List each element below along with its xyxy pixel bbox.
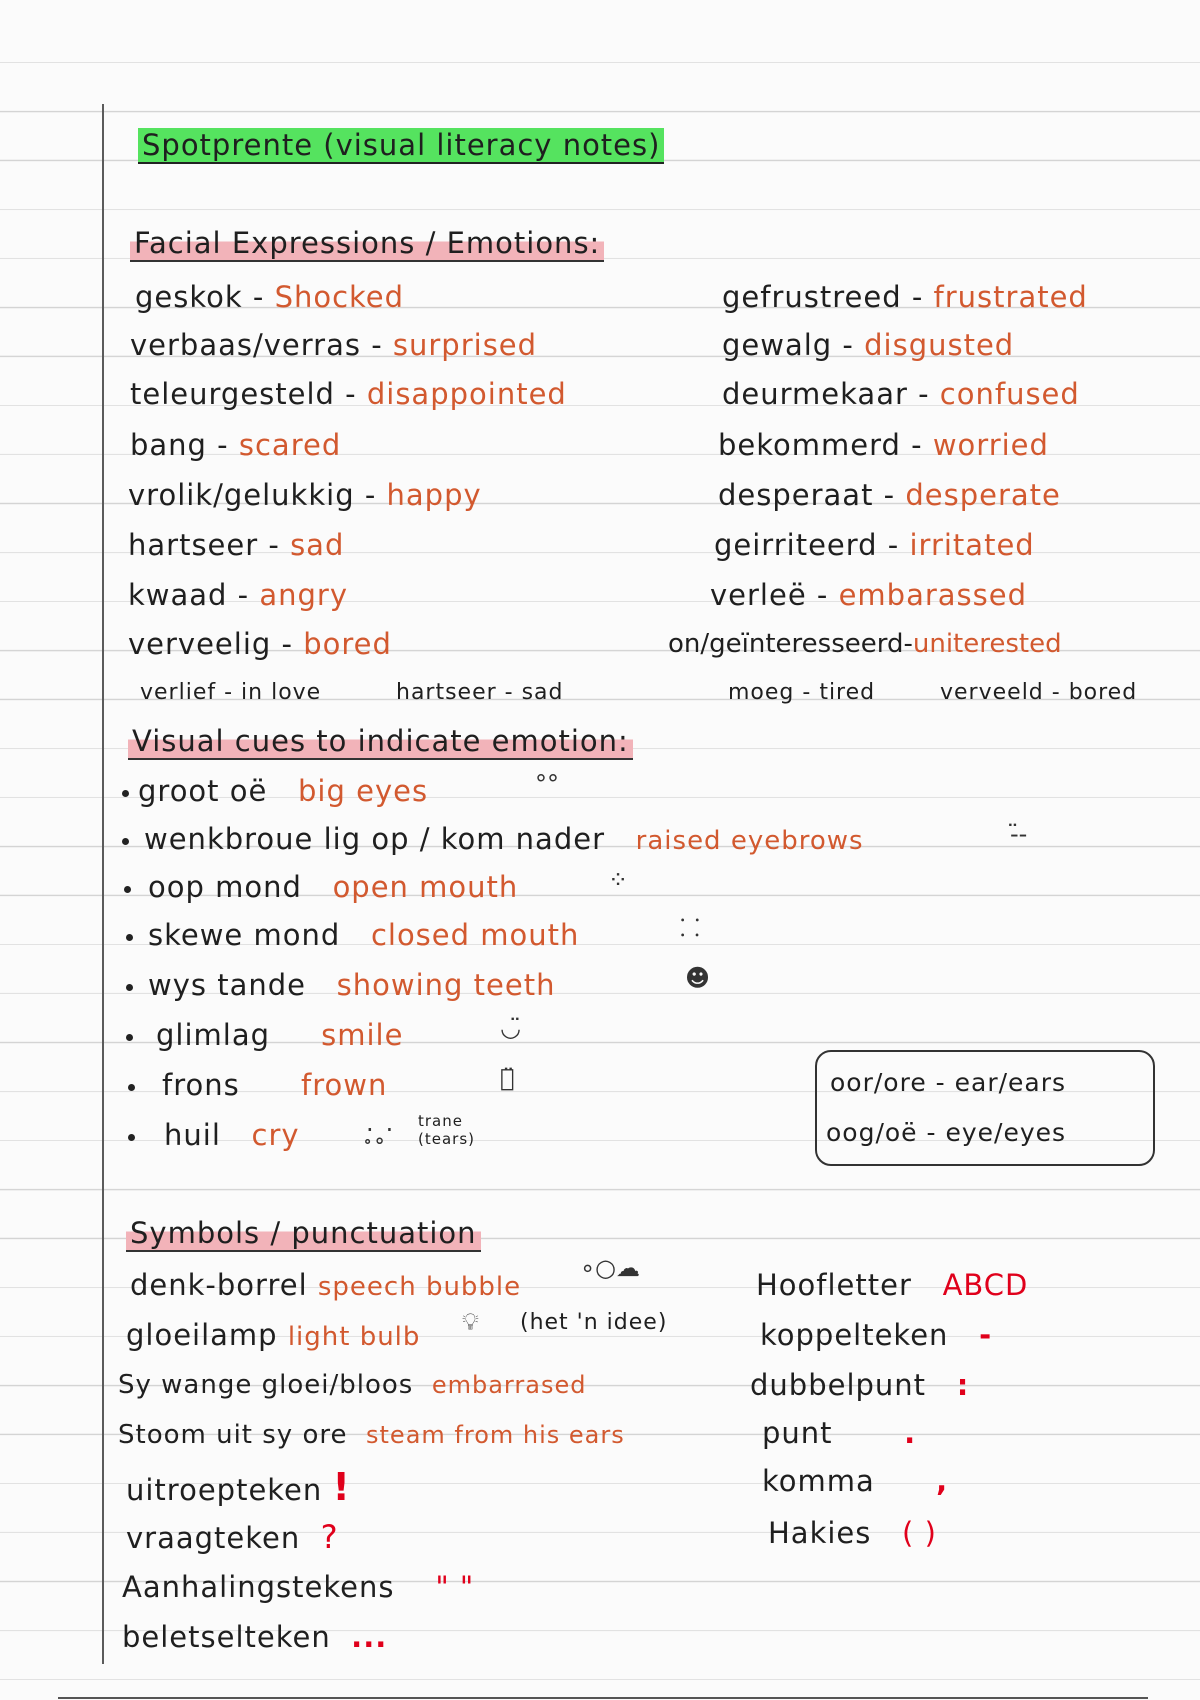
list-item: Aanhalingstekens " " xyxy=(122,1570,475,1604)
bullet-icon xyxy=(126,934,133,941)
visual-cues-heading: Visual cues to indicate emotion: xyxy=(128,724,633,758)
page-bottom-rule xyxy=(58,1697,1148,1699)
cry-icon: ·̥˳· xyxy=(366,1116,394,1144)
extra-word: moeg - tired xyxy=(728,680,876,705)
list-item: Hakies ( ) xyxy=(768,1516,937,1550)
list-item: kwaad - angry xyxy=(128,578,349,612)
light-bulb-icon: 💡︎ xyxy=(462,1308,479,1336)
bullet-icon xyxy=(126,1034,133,1041)
list-item: dubbelpunt : xyxy=(750,1368,970,1402)
extra-word: hartseer - sad xyxy=(396,680,564,705)
thought-bubble-icon: ∘○☁ xyxy=(580,1254,640,1282)
list-item: bang - scared xyxy=(130,428,342,462)
bullet-icon xyxy=(128,1084,135,1091)
list-item: on/geïnteresseerd-uniterested xyxy=(668,629,1062,659)
raised-eyebrows-icon: -̈- xyxy=(1010,820,1028,848)
list-item: desperaat - desperate xyxy=(718,478,1061,512)
list-item: punt . xyxy=(762,1416,917,1450)
list-item: deurmekaar - confused xyxy=(722,377,1080,411)
list-item: uitroepteken ! xyxy=(126,1465,351,1509)
list-item: gewalg - disgusted xyxy=(722,328,1015,362)
bullet-icon xyxy=(122,790,129,797)
list-item: hartseer - sad xyxy=(128,528,345,562)
list-item: glimlag smile xyxy=(156,1018,404,1052)
list-item: gefrustreed - frustrated xyxy=(722,280,1088,314)
list-item: geirriteerd - irritated xyxy=(714,528,1035,562)
big-eyes-icon: °° xyxy=(535,770,559,798)
bullet-icon xyxy=(122,838,129,845)
list-item: denk-borrel speech bubble xyxy=(130,1268,522,1302)
bullet-icon xyxy=(128,1134,135,1141)
emotions-heading: Facial Expressions / Emotions: xyxy=(130,226,604,260)
list-item: vrolik/gelukkig - happy xyxy=(128,478,482,512)
list-item: verleë - embarassed xyxy=(710,578,1028,612)
list-item: frons frown xyxy=(162,1068,388,1102)
list-item: wenkbroue lig op / kom nader raised eyebrows xyxy=(144,822,864,856)
list-item: geskok - Shocked xyxy=(135,280,405,314)
list-item: beletselteken ... xyxy=(122,1620,388,1654)
list-item: Hoofletter ABCD xyxy=(756,1268,1029,1302)
smile-icon: ◡̈ xyxy=(500,1014,521,1042)
list-item: komma , xyxy=(762,1464,949,1498)
showing-teeth-icon: ☻ xyxy=(685,964,711,992)
list-item: vraagteken ? xyxy=(126,1518,339,1556)
extra-word: verlief - in love xyxy=(140,680,322,705)
bullet-icon xyxy=(126,984,133,991)
list-item: bekommerd - worried xyxy=(718,428,1049,462)
list-item: skewe mond closed mouth xyxy=(148,918,580,952)
tears-note: trane (tears) xyxy=(418,1112,475,1148)
list-item: gloeilamp light bulb xyxy=(126,1318,421,1352)
list-item: wys tande showing teeth xyxy=(148,968,556,1002)
idea-note: (het 'n idee) xyxy=(520,1310,668,1335)
symbols-heading: Symbols / punctuation xyxy=(126,1216,481,1250)
list-item: teleurgesteld - disappointed xyxy=(130,377,567,411)
list-item: Sy wange gloei/bloos embarrased xyxy=(118,1370,587,1400)
bullet-icon xyxy=(124,886,131,893)
extra-word: verveeld - bored xyxy=(940,680,1138,705)
list-item: Stoom uit sy ore steam from his ears xyxy=(118,1420,625,1450)
closed-mouth-icon: ⸬ xyxy=(680,914,700,942)
margin-line xyxy=(102,104,104,1664)
frown-icon: ⌒̈ xyxy=(500,1064,515,1092)
page-title: Spotprente (visual literacy notes) xyxy=(138,128,664,162)
box-line: oog/oë - eye/eyes xyxy=(826,1118,1067,1147)
list-item: oop mond open mouth xyxy=(148,870,519,904)
list-item: verbaas/verras - surprised xyxy=(130,328,538,362)
list-item: verveelig - bored xyxy=(128,627,392,661)
list-item: groot oë big eyes xyxy=(138,774,429,808)
box-line: oor/ore - ear/ears xyxy=(830,1068,1067,1097)
list-item: huil cry xyxy=(164,1118,300,1152)
open-mouth-icon: ⁘ xyxy=(608,866,629,894)
list-item: koppelteken - xyxy=(760,1318,993,1352)
